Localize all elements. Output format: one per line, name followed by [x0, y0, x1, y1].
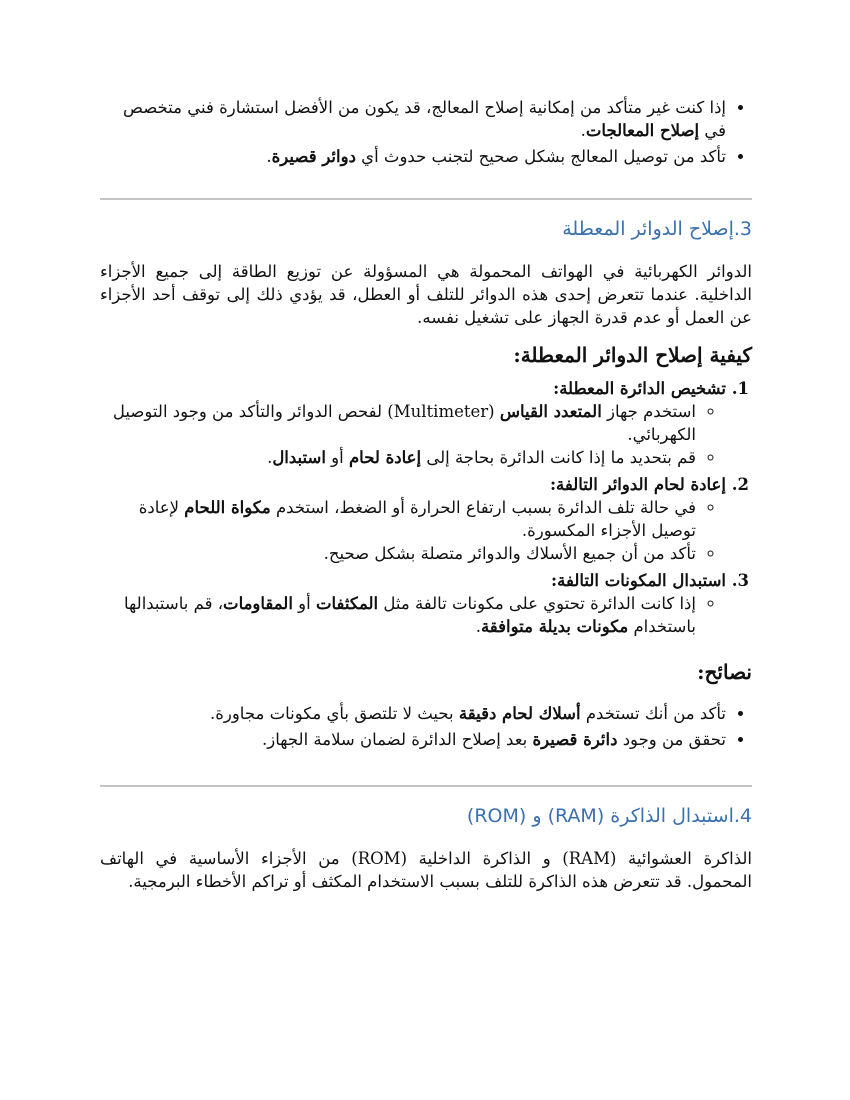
- step-item: 3. استبدال المكونات التالفة: ◦ إذا كانت الدائرة تحتوي على مكونات تالفة مثل المكثفات أو المقاومات، قم باستبدالها باستخدام مكونات بديلة متوافقة.: [100, 569, 726, 638]
- step-item: 1. تشخيص الدائرة المعطلة: ◦ استخدم جهاز المتعدد القياس (Multimeter) لفحص الدوائر والتأكد من وجود التوصيل الكهربائي. ◦ قم بتحديد ما إذا كانت الدائرة بحاجة إلى إعادة لحام أو استبدال.: [100, 377, 726, 469]
- tips-heading: نصائح:: [697, 660, 752, 684]
- step-item: 2. إعادة لحام الدوائر التالفة: ◦ في حالة تلف الدائرة بسبب ارتفاع الحرارة أو الضغط، استخدم مكواة اللحام لإعادة توصيل الأجزاء المكسورة. ◦ تأكد من أن جميع الأسلاك والدوائر متصلة بشكل صحيح.: [100, 473, 726, 565]
- steps-list: [100, 377, 752, 638]
- list-item: • تحقق من وجود دائرة قصيرة بعد إصلاح الدائرة لضمان سلامة الجهاز.: [100, 728, 726, 751]
- section-3-intro: الدوائر الكهربائية في الهواتف المحمولة هي المسؤولة عن توزيع الطاقة إلى جميع الأجزاء الداخلية. عندما تتعرض إحدى هذه الدوائر للتلف أو العطل، قد يؤدي ذلك إلى توقف أحد الأجزاء عن العمل أو عدم قدرة الجهاز على تشغيل نفسه.: [100, 262, 752, 327]
- top-bullet-list: [100, 96, 752, 168]
- section-3-heading: 3. إصلاح الدوائر المعطلة: [562, 218, 752, 240]
- tips-list: [100, 702, 752, 751]
- sub-list: [100, 496, 726, 565]
- list-item: • تأكد من أنك تستخدم أسلاك لحام دقيقة بحيث لا تلتصق بأي مكونات مجاورة.: [100, 702, 726, 725]
- divider: [100, 785, 752, 787]
- list-item: ◦ قم بتحديد ما إذا كانت الدائرة بحاجة إلى إعادة لحام أو استبدال.: [100, 446, 696, 469]
- document-page: [100, 96, 752, 893]
- how-to-heading: كيفية إصلاح الدوائر المعطلة:: [513, 343, 752, 367]
- divider: [100, 198, 752, 200]
- section-4-heading: 4. استبدال الذاكرة (RAM) و (ROM): [466, 805, 752, 827]
- list-item: • إذا كنت غير متأكد من إمكانية إصلاح المعالج، قد يكون من الأفضل استشارة فني متخصص في إصلاح المعالجات.: [100, 96, 726, 142]
- list-item: ◦ في حالة تلف الدائرة بسبب ارتفاع الحرارة أو الضغط، استخدم مكواة اللحام لإعادة توصيل الأجزاء المكسورة.: [100, 496, 696, 542]
- list-item: • تأكد من توصيل المعالج بشكل صحيح لتجنب حدوث أي دوائر قصيرة.: [100, 145, 726, 168]
- list-item: ◦ إذا كانت الدائرة تحتوي على مكونات تالفة مثل المكثفات أو المقاومات، قم باستبدالها باستخدام مكونات بديلة متوافقة.: [100, 592, 696, 638]
- section-4-intro: الذاكرة العشوائية (RAM) و الذاكرة الداخلية (ROM) من الأجزاء الأساسية في الهاتف المحمول. قد تتعرض هذه الذاكرة للتلف بسبب الاستخدام المكثف أو تراكم الأخطاء البرمجية.: [100, 849, 752, 891]
- list-item: ◦ استخدم جهاز المتعدد القياس (Multimeter) لفحص الدوائر والتأكد من وجود التوصيل الكهربائي.: [100, 400, 696, 446]
- list-item: ◦ تأكد من أن جميع الأسلاك والدوائر متصلة بشكل صحيح.: [100, 542, 696, 565]
- sub-list: [100, 592, 726, 638]
- sub-list: [100, 400, 726, 469]
